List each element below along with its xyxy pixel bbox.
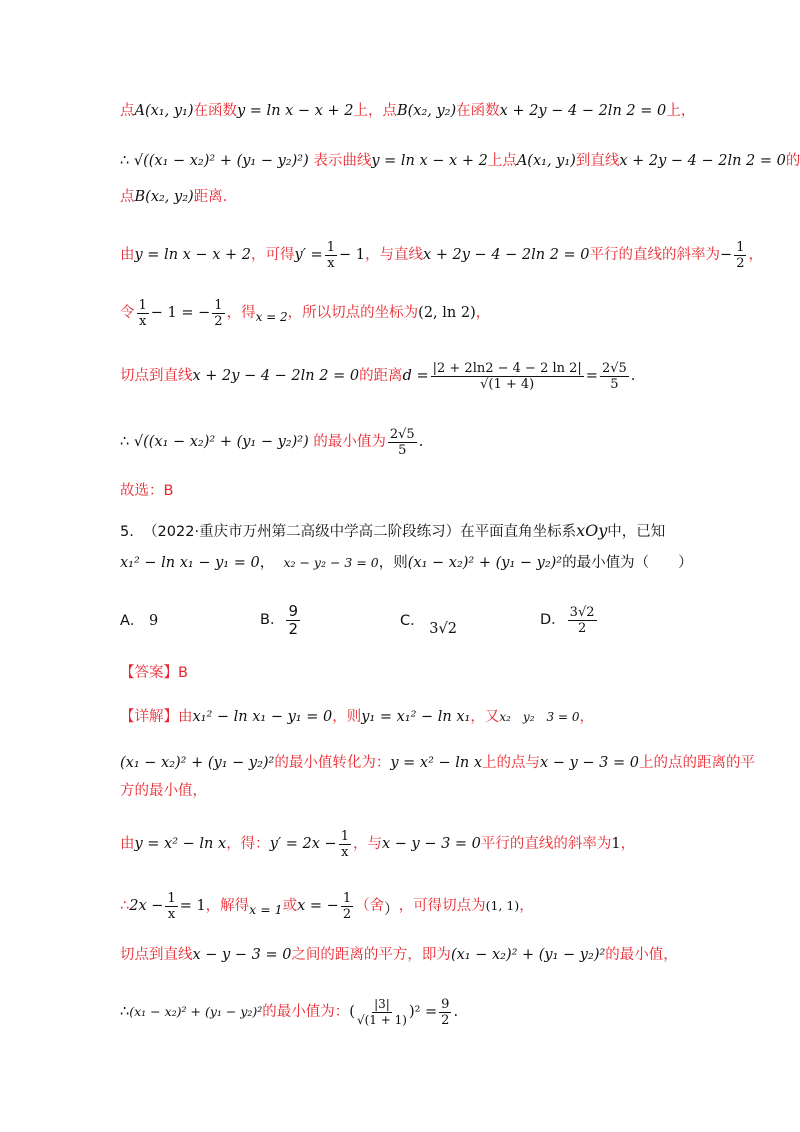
option-b[interactable]: B． $\frac{9}{2}$ <box>260 601 298 638</box>
question-condition: x₁² − ln x₁ − y₁ = 0， x₂ − y₂ − 3 = 0，则(x₁ − x₂)² + (y₁ − y₂)²的最小值为（ ） <box>120 555 693 571</box>
solution-line-2: ∴ √((x₁ − x₂)² + (y₁ − y₂)²) 表示曲线y = ln x − x + 2上点A(x₁, y₁)到直线x + 2y − 4 − 2ln 2 = 0的 <box>120 153 800 169</box>
explain-line-5: ∴ 2x − $\frac{1}{x}$ = 1 ，解得 x = 1 或 x = − $\frac{1}{2}$ （舍 ） ，可得切点为 (1, 1) ， <box>120 890 534 922</box>
answer-line: 【答案】B <box>120 665 188 681</box>
explain-line-1: 【详解】由x₁² − ln x₁ − y₁ = 0，则y₁ = x₁² − ln x₁，又x₂ y₂ 3 = 0， <box>120 709 594 725</box>
solution-line-5: 令 $\frac{1}{x}$ − 1 = − $\frac{1}{2}$ ，得 x = 2 ，所以切点的坐标为 (2, ln 2) ， <box>120 297 491 329</box>
question-header: 5. （2022·重庆市万州第二高级中学高二阶段练习）在平面直角坐标系xOy中，已知 <box>120 521 666 540</box>
option-a[interactable]: A． 9 <box>120 613 159 629</box>
option-d[interactable]: D． $\frac{3√2}{2}$ <box>540 604 595 636</box>
question-options <box>120 600 740 640</box>
option-c[interactable]: C． 3√2 <box>400 613 457 637</box>
solution-line-8: 故选：B <box>120 483 174 499</box>
solution-line-1: 点A(x₁, y₁)在函数y = ln x − x + 2上，点B(x₂, y₂)在函数x + 2y − 4 − 2ln 2 = 0上， <box>120 103 696 119</box>
solution-line-6: 切点到直线 x + 2y − 4 − 2ln 2 = 0 的距离 d = $\frac{|2 + 2\ln 2 - 4 - 2 \ln 2|}{√(1 + 4)}$ = $\frac{2√5}{5}$ . <box>120 360 636 392</box>
explain-line-6: 切点到直线x − y − 3 = 0之间的距离的平方，即为(x₁ − x₂)² + (y₁ − y₂)²的最小值， <box>120 947 678 963</box>
solution-line-7: ∴ √((x₁ − x₂)² + (y₁ − y₂)²) 的最小值为 $\frac{2√5}{5}$ . <box>120 426 424 458</box>
solution-line-4: 由 y = ln x − x + 2 ，可得 y′ = $\frac{1}{x}$ − 1 ，与直线 x + 2y − 4 − 2ln 2 = 0 平行的直线的斜率为 − $\frac{1}{2}$ ， <box>120 239 763 271</box>
solution-line-3: 点B(x₂, y₂)距离. <box>120 189 228 205</box>
explain-line-3: 方的最小值， <box>120 783 207 799</box>
explain-line-4: 由 y = x² − ln x ，得： y′ = 2x − $\frac{1}{x}$ ，与 x − y − 3 = 0 平行的直线的斜率为 1 ， <box>120 828 636 860</box>
explain-line-2: (x₁ − x₂)² + (y₁ − y₂)²的最小值转化为：y = x² − ln x上的点与x − y − 3 = 0上的点的距离的平 <box>120 755 755 771</box>
explain-line-7: ∴ (x₁ − x₂)² + (y₁ − y₂)² 的最小值为： ( $\frac{|3|}{√(1 + 1)}$ )² = $\frac{9}{2}$ . <box>120 996 459 1028</box>
